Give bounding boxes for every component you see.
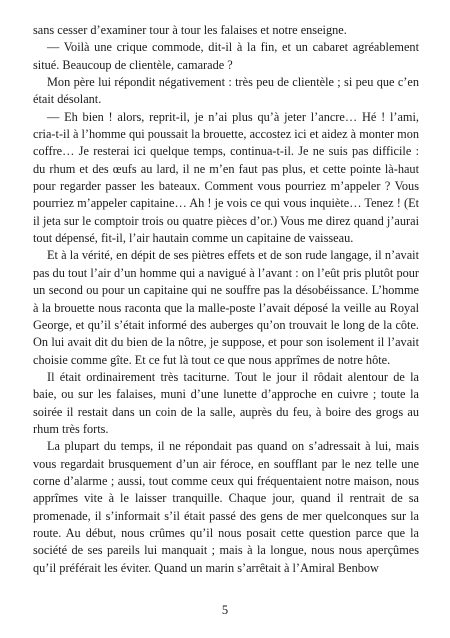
paragraph: Mon père lui répondit négativement : très peu de clientèle ; si peu que c’en était désolant. — [33, 75, 419, 107]
body-text — [33, 22, 419, 577]
paragraph: — Eh bien ! alors, reprit-il, je n’ai plus qu’à jeter l’ancre… Hé ! l’ami, cria-t-il à l’homme qui poussait la brouette, accostez ici et aidez à monter mon coffre… Je resterai ici quelque temps, continua-t-il. Je ne suis pas difficile : du rhum et des œufs au lard, il ne m’en faut pas plus, et cette pointe là-haut pour regarder passer les bateaux. Comment vous pourriez m’appeler ? Vous pourriez m’appeler capitaine… Ah ! je vois ce qui vous inquiète… Tenez ! (Et il jeta sur le comptoir trois ou quatre pièces d’or.) Vous me direz quand j’aurai tout dépensé, fit-il, l’air hautain comme un capitaine de vaisseau. — [33, 109, 419, 246]
paragraph: — Voilà une crique commode, dit-il à la fin, et un cabaret agréablement situé. Beaucoup de clientèle, camarade ? — [33, 40, 419, 72]
paragraph: Et à la vérité, en dépit de ses piètres effets et de son rude langage, il n’avait pas du tout l’air d’un homme qui a navigué à l’avant : on l’eût pris plutôt pour un second ou pour un capitaine qui ne souffre pas la désobéissance. L’homme à la brouette nous raconta que la malle-poste l’avait déposé la veille au Royal George, et qu’il s’était informé des auberges qu’on trouvait le long de la côte. On lui avait dit du bien de la nôtre, je suppose, et pour son isolement il l’avait choisie comme gîte. Et ce fut là tout ce que nous apprîmes de notre hôte. — [33, 248, 419, 367]
paragraph: sans cesser d’examiner tour à tour les falaises et notre enseigne. — [33, 23, 347, 37]
page-number: 5 — [221, 603, 229, 617]
paragraph: Il était ordinairement très taciturne. Tout le jour il rôdait alentour de la baie, ou sur les falaises, muni d’une lunette d’approche en cuivre ; toute la soirée il restait dans un coin de la salle, auprès du feu, à boire des grogs au rhum très forts. — [33, 369, 419, 436]
paragraph: La plupart du temps, il ne répondait pas quand on s’adressait à lui, mais vous regardait brusquement d’un air féroce, en soufflant par le nez telle une corne d’alarme ; aussi, tout comme ceux qui fréquentaient notre maison, nous apprîmes vite à le laisser tranquille. Chaque jour, quand il rentrait de sa promenade, il s’informait s’il était passé des gens de mer quelconques sur la route. Au début, nous crûmes qu’il nous posait cette question parce que la société de ses pareils lui manquait ; mais à la longue, nous nous aperçûmes qu’il préférait les éviter. Quand un marin s’arrêtait à l’Amiral Benbow — [33, 439, 419, 575]
